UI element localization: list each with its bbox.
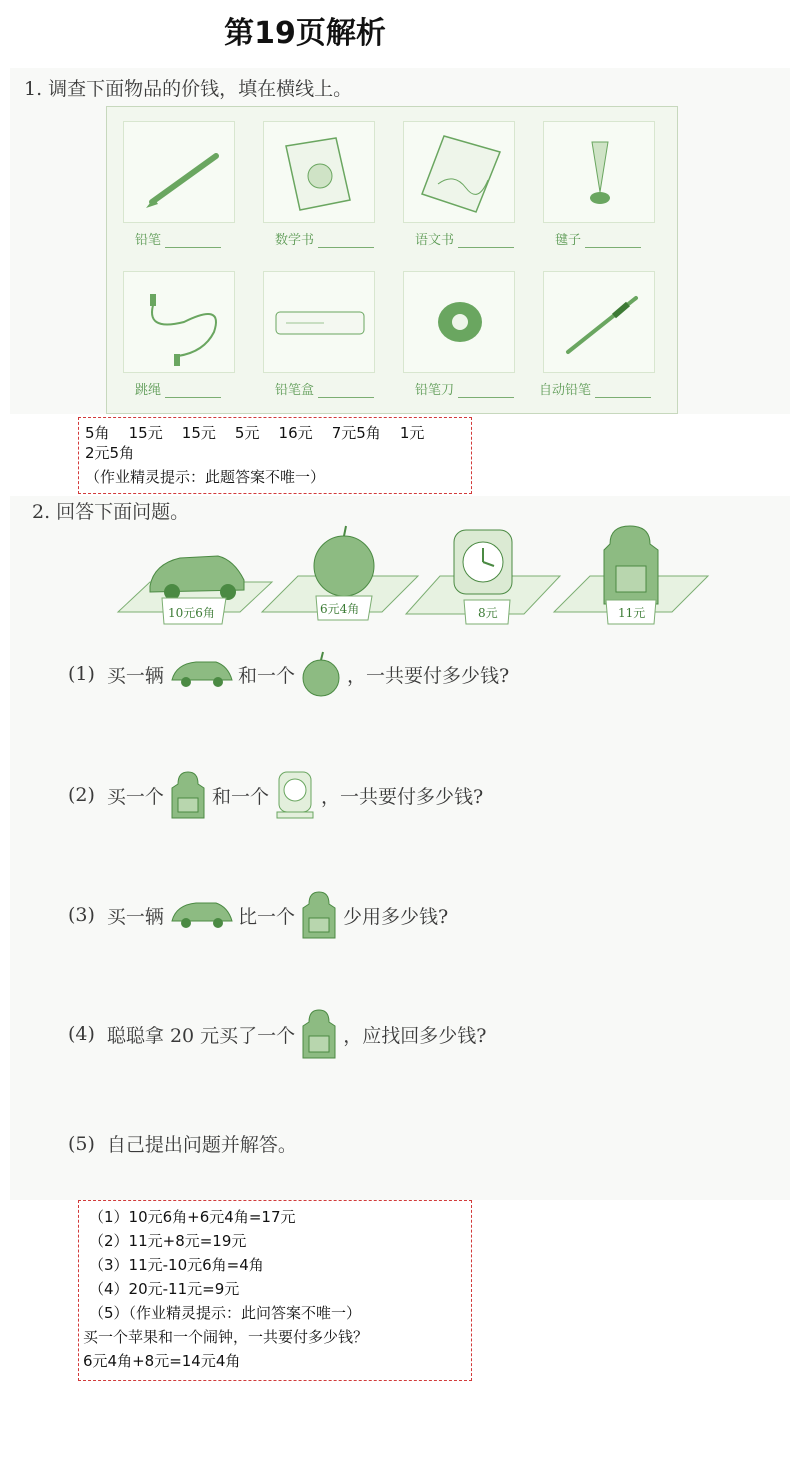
answer-line: （3）11元-10元6角=4角: [89, 1256, 264, 1274]
price-label: 8元: [478, 606, 498, 620]
sub-question-2: [68, 768, 483, 822]
item-label: 毽子: [555, 233, 582, 248]
item-label: 铅笔盒: [275, 383, 315, 398]
item-label: 自动铅笔: [539, 383, 592, 398]
price-tag: [464, 600, 510, 624]
price-label: 11元: [618, 606, 646, 620]
pencil-case-icon: [263, 271, 375, 373]
sub-question-4: [68, 1008, 486, 1060]
answer-hint: （作业精灵提示：此题答案不唯一）: [85, 468, 326, 486]
pencil-sharpener-icon: [403, 271, 515, 373]
price-label: 10元6角: [168, 606, 215, 620]
question-number: (5): [68, 1132, 95, 1155]
answer-line: 买一个苹果和一个闹钟，一共要付多少钱？: [83, 1328, 369, 1346]
toy-car-icon: [168, 897, 234, 933]
item-cell: [249, 263, 387, 411]
chinese-book-icon: [403, 121, 515, 223]
question-text: ，一共要付多少钱?: [320, 785, 484, 808]
item-label: 语文书: [415, 233, 455, 248]
item-cell: [389, 113, 527, 261]
price-tag: [606, 600, 656, 624]
jump-rope-icon: [123, 271, 235, 373]
question-text: 买一辆: [106, 905, 164, 928]
math-book-icon: [263, 121, 375, 223]
price-label: 6元4角: [320, 602, 360, 616]
question-text: 买一辆: [106, 664, 164, 687]
answer-line: 5角 15元 15元 5元 16元 7元5角 1元: [85, 424, 425, 442]
alarm-clock-icon: [273, 768, 317, 822]
question-text: 少用多少钱?: [342, 905, 449, 928]
question-text: 和一个: [211, 785, 269, 808]
answer-line: （2）11元+8元=19元: [89, 1232, 247, 1250]
item-cell: [389, 263, 527, 411]
toy-car-icon: [168, 656, 234, 692]
item-label: 数学书: [275, 233, 315, 248]
item-label: 跳绳: [135, 383, 162, 398]
item-cell: [529, 113, 667, 261]
sub-question-1: [68, 650, 509, 698]
item-label: 铅笔: [135, 233, 162, 248]
backpack-icon: [299, 890, 339, 940]
question-text: 买一个: [106, 785, 164, 808]
product-row: [110, 520, 720, 640]
sub-question-5: [68, 1130, 297, 1157]
question-text: 比一个: [237, 905, 295, 928]
mechanical-pencil-icon: [543, 271, 655, 373]
pencil-icon: [123, 121, 235, 223]
sub-question-3: [68, 890, 448, 940]
item-grid: [106, 106, 678, 414]
question-text: 自己提出问题并解答。: [106, 1134, 297, 1156]
question-number: (2): [68, 784, 95, 806]
question-text: 聪聪拿 20 元买了一个: [106, 1024, 296, 1047]
question-text: 和一个: [237, 664, 295, 687]
answer-box-1: [78, 417, 472, 494]
answer-line: 6元4角+8元=14元4角: [83, 1352, 241, 1370]
question-text: ，应找回多少钱?: [343, 1024, 487, 1047]
question-text: ，一共要付多少钱?: [346, 664, 510, 687]
price-tag: [162, 598, 226, 624]
answer-box-2: [78, 1200, 472, 1381]
backpack-icon: [299, 1008, 339, 1060]
question-2-prompt: 2. 回答下面问题。: [32, 501, 190, 523]
answer-line: （4）20元-11元=9元: [89, 1280, 240, 1298]
page-title: 第19页解析: [224, 16, 386, 51]
apple-icon: [299, 650, 343, 698]
question-number: (3): [68, 904, 95, 926]
question-number: (4): [68, 1023, 95, 1045]
item-cell: [529, 263, 667, 411]
item-cell: [249, 113, 387, 261]
shuttlecock-icon: [543, 121, 655, 223]
item-cell: [109, 113, 247, 261]
question-number: (1): [68, 663, 95, 685]
backpack-icon: [168, 770, 208, 820]
answer-line: （5）（作业精灵提示：此问答案不唯一）: [89, 1304, 362, 1322]
answer-line: 2元5角: [85, 444, 135, 462]
item-cell: [109, 263, 247, 411]
answer-line: （1）10元6角+6元4角=17元: [89, 1208, 296, 1226]
question-1-prompt: 1. 调查下面物品的价钱，填在横线上。: [24, 78, 353, 100]
backpack-icon: [554, 526, 708, 612]
item-label: 铅笔刀: [415, 383, 455, 398]
price-tag: [316, 596, 372, 620]
